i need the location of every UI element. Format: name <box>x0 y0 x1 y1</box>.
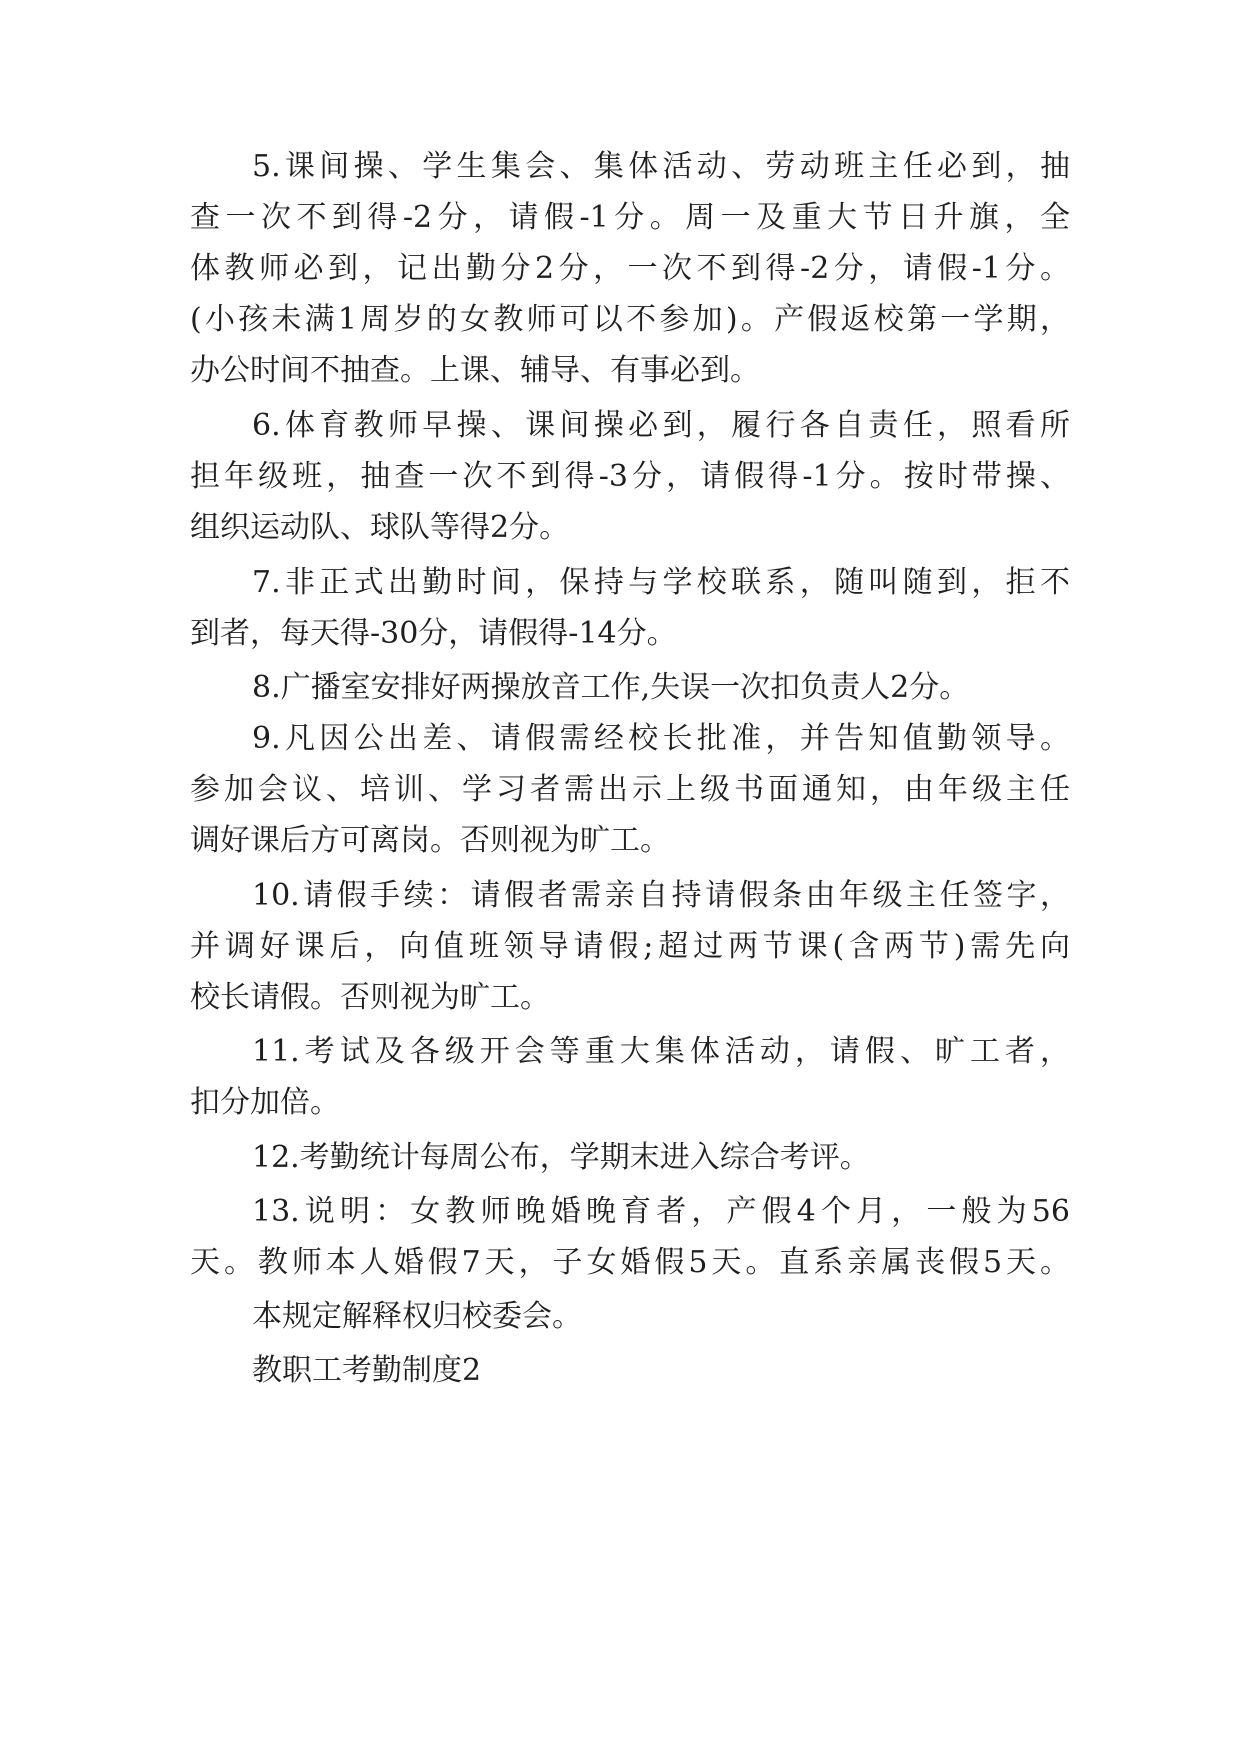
text-line: 体教师必到，记出勤分2分，一次不到得-2分，请假-1分。 <box>190 251 1070 286</box>
text-line: 10.请假手续：请假者需亲自持请假条由年级主任签字， <box>252 878 1070 913</box>
text-line: 扣分加倍。 <box>190 1085 340 1120</box>
text-line: 校长请假。否则视为旷工。 <box>190 980 550 1015</box>
text-line: 查一次不到得-2分，请假-1分。周一及重大节日升旗，全 <box>190 200 1070 235</box>
text-line: 本规定解释权归校委会。 <box>252 1299 582 1334</box>
text-line: 到者，每天得-30分，请假得-14分。 <box>190 616 677 651</box>
text-line: 天。教师本人婚假7天，子女婚假5天。直系亲属丧假5天。 <box>190 1245 1070 1280</box>
text-line: 组织运动队、球队等得2分。 <box>190 510 570 545</box>
text-line: 6.体育教师早操、课间操必到，履行各自责任，照看所 <box>252 408 1070 443</box>
text-line: 8.广播室安排好两操放音工作,失误一次扣负责人2分。 <box>252 670 970 705</box>
text-line: 调好课后方可离岗。否则视为旷工。 <box>190 823 670 858</box>
section-heading: 教职工考勤制度2 <box>252 1353 482 1388</box>
text-line: 13.说明：女教师晚婚晚育者，产假4个月，一般为56 <box>252 1194 1070 1229</box>
text-line: 并调好课后，向值班领导请假;超过两节课(含两节)需先向 <box>190 929 1070 964</box>
text-line: 7.非正式出勤时间，保持与学校联系，随叫随到，拒不 <box>252 565 1070 600</box>
text-line: 办公时间不抽查。上课、辅导、有事必到。 <box>190 353 760 388</box>
text-line: 9.凡因公出差、请假需经校长批准，并告知值勤领导。 <box>252 721 1070 756</box>
text-line: 12.考勤统计每周公布，学期末进入综合考评。 <box>252 1140 870 1175</box>
text-line: 11.考试及各级开会等重大集体活动，请假、旷工者， <box>252 1034 1070 1069</box>
text-line: 参加会议、培训、学习者需出示上级书面通知，由年级主任 <box>190 772 1070 807</box>
text-line: 担年级班，抽查一次不到得-3分，请假得-1分。按时带操、 <box>190 459 1070 494</box>
text-line: (小孩未满1周岁的女教师可以不参加)。产假返校第一学期， <box>190 302 1070 337</box>
text-line: 5.课间操、学生集会、集体活动、劳动班主任必到，抽 <box>252 149 1070 184</box>
